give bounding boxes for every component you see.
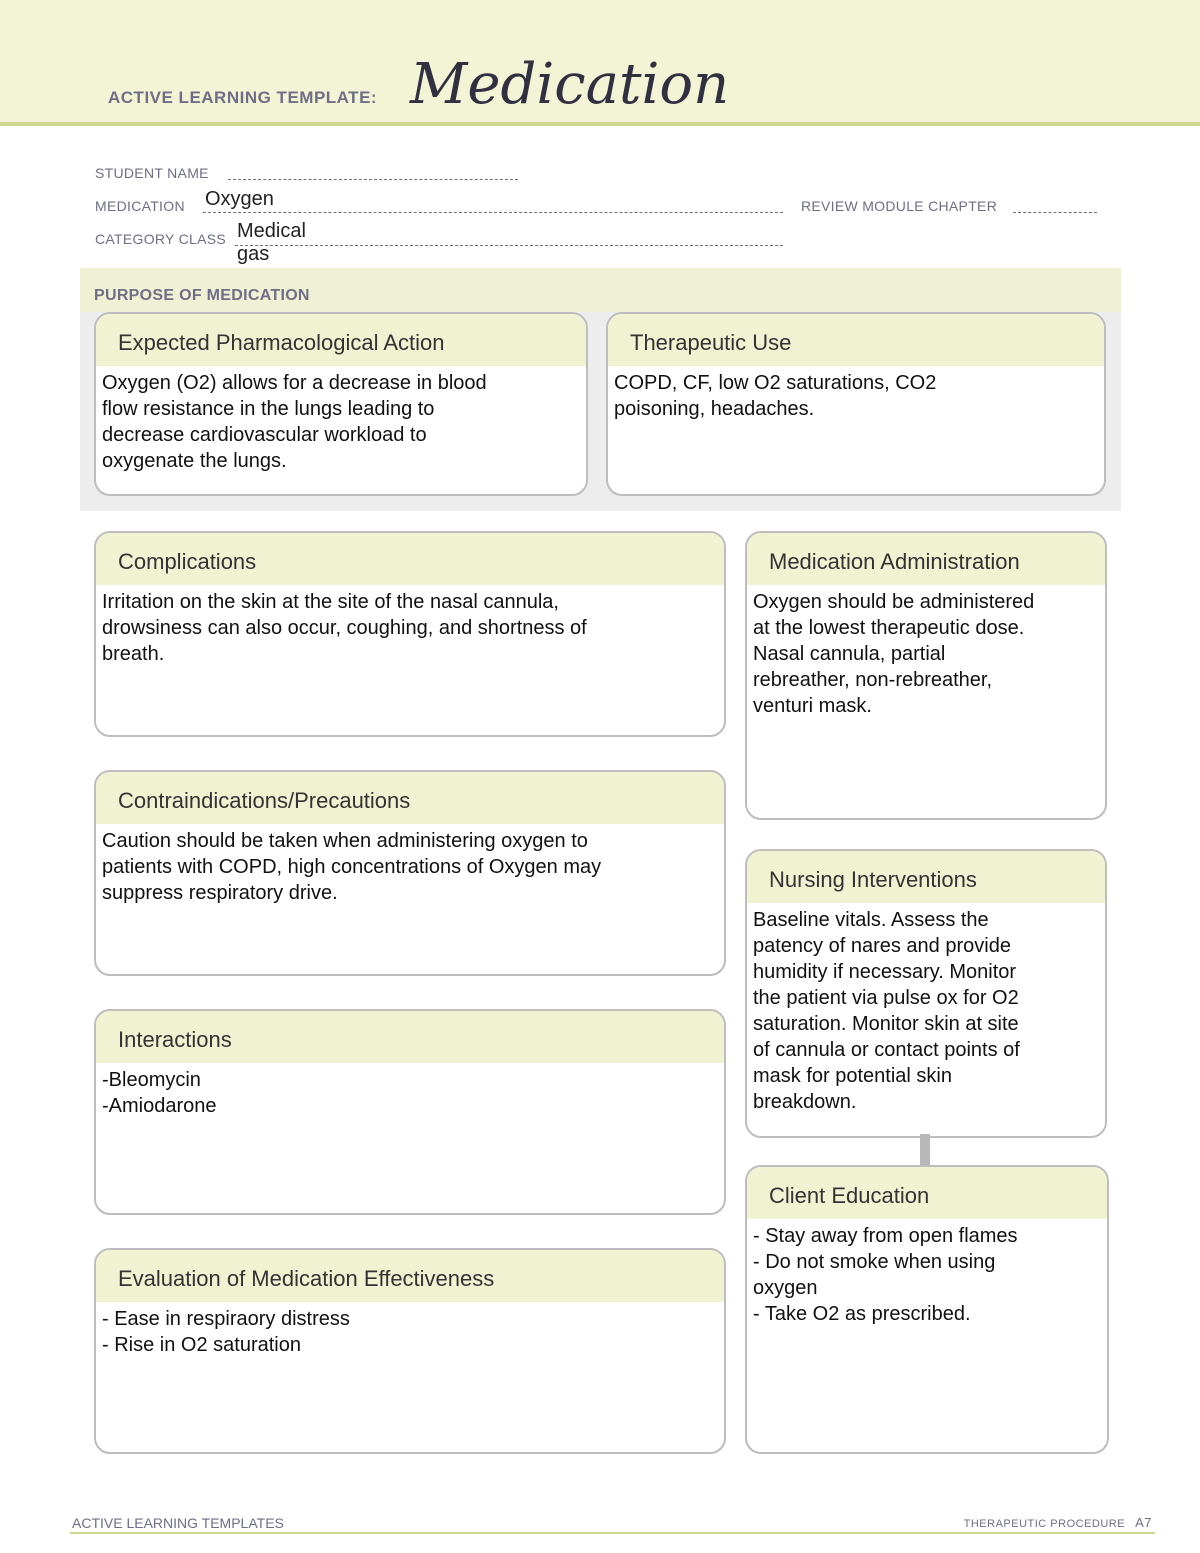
therapeutic-use-text[interactable]: COPD, CF, low O2 saturations, CO2 poisoning, headaches. <box>614 372 937 420</box>
client-education-box <box>745 1165 1109 1454</box>
expected-action-box <box>94 312 588 496</box>
review-module-field[interactable] <box>801 198 997 214</box>
interactions-title: Interactions <box>96 1011 724 1063</box>
footer-right <box>964 1515 1152 1530</box>
contraindications-title: Contraindications/Precautions <box>96 772 724 824</box>
student-name-line <box>228 179 518 180</box>
footer-left: ACTIVE LEARNING TEMPLATES <box>72 1515 284 1531</box>
complications-box <box>94 531 726 737</box>
student-name-label: STUDENT NAME <box>95 165 209 181</box>
complications-text[interactable]: Irritation on the skin at the site of the nasal cannula, drowsiness can also occur, coughing, and shortness of breath. <box>102 591 587 665</box>
review-module-line <box>1013 212 1097 213</box>
student-name-field[interactable] <box>95 165 209 181</box>
client-education-title: Client Education <box>747 1167 1107 1219</box>
medication-administration-box <box>745 531 1107 820</box>
nursing-interventions-title: Nursing Interventions <box>747 851 1105 903</box>
medication-administration-title: Medication Administration <box>747 533 1105 585</box>
contraindications-box <box>94 770 726 976</box>
nursing-interventions-text[interactable]: Baseline vitals. Assess the patency of nares and provide humidity if necessary. Monitor the patient via pulse ox for O2 saturation. Monitor skin at site of cannula or contact points of mask for potential skin breakdown. <box>753 909 1020 1113</box>
header-divider <box>0 122 1200 126</box>
therapeutic-use-title: Therapeutic Use <box>608 314 1104 366</box>
category-class-field[interactable] <box>95 220 306 265</box>
category-class-label: CATEGORY CLASS <box>95 231 227 247</box>
category-class-value[interactable]: Medical gas <box>237 220 306 265</box>
nursing-interventions-box <box>745 849 1107 1138</box>
section-connector <box>920 1134 930 1166</box>
medication-administration-text[interactable]: Oxygen should be administered at the lowest therapeutic dose. Nasal cannula, partial rebreather, non-rebreather, venturi mask. <box>753 591 1035 717</box>
evaluation-title: Evaluation of Medication Effectiveness <box>96 1250 724 1302</box>
medication-line <box>203 212 783 213</box>
page-title: Medication <box>410 52 730 117</box>
complications-title: Complications <box>96 533 724 585</box>
interactions-box <box>94 1009 726 1215</box>
medication-label: MEDICATION <box>95 198 185 214</box>
expected-action-title: Expected Pharmacological Action <box>96 314 586 366</box>
footer-category: THERAPEUTIC PROCEDURE <box>963 1518 1126 1530</box>
review-module-label: REVIEW MODULE CHAPTER <box>801 198 998 214</box>
evaluation-text[interactable]: - Ease in respiraory distress - Rise in O2 saturation <box>102 1308 350 1356</box>
footer-divider <box>70 1532 1155 1534</box>
purpose-label: PURPOSE OF MEDICATION <box>94 287 310 304</box>
contraindications-text[interactable]: Caution should be taken when administering oxygen to patients with COPD, high concentrations of Oxygen may suppress respiratory drive. <box>102 830 602 904</box>
medication-value[interactable]: Oxygen <box>205 188 274 210</box>
medication-field[interactable] <box>95 188 274 214</box>
interactions-text[interactable]: -Bleomycin -Amiodarone <box>102 1069 217 1117</box>
client-education-text[interactable]: - Stay away from open flames - Do not smoke when using oxygen - Take O2 as prescribed. <box>753 1225 1018 1325</box>
template-label: ACTIVE LEARNING TEMPLATE: <box>108 88 378 107</box>
evaluation-box <box>94 1248 726 1454</box>
expected-action-text[interactable]: Oxygen (O2) allows for a decrease in blood flow resistance in the lungs leading to decrease cardiovascular workload to oxygenate the lungs. <box>102 372 487 472</box>
page-number: A7 <box>1135 1515 1152 1530</box>
therapeutic-use-box <box>606 312 1106 496</box>
category-class-line <box>235 245 783 246</box>
